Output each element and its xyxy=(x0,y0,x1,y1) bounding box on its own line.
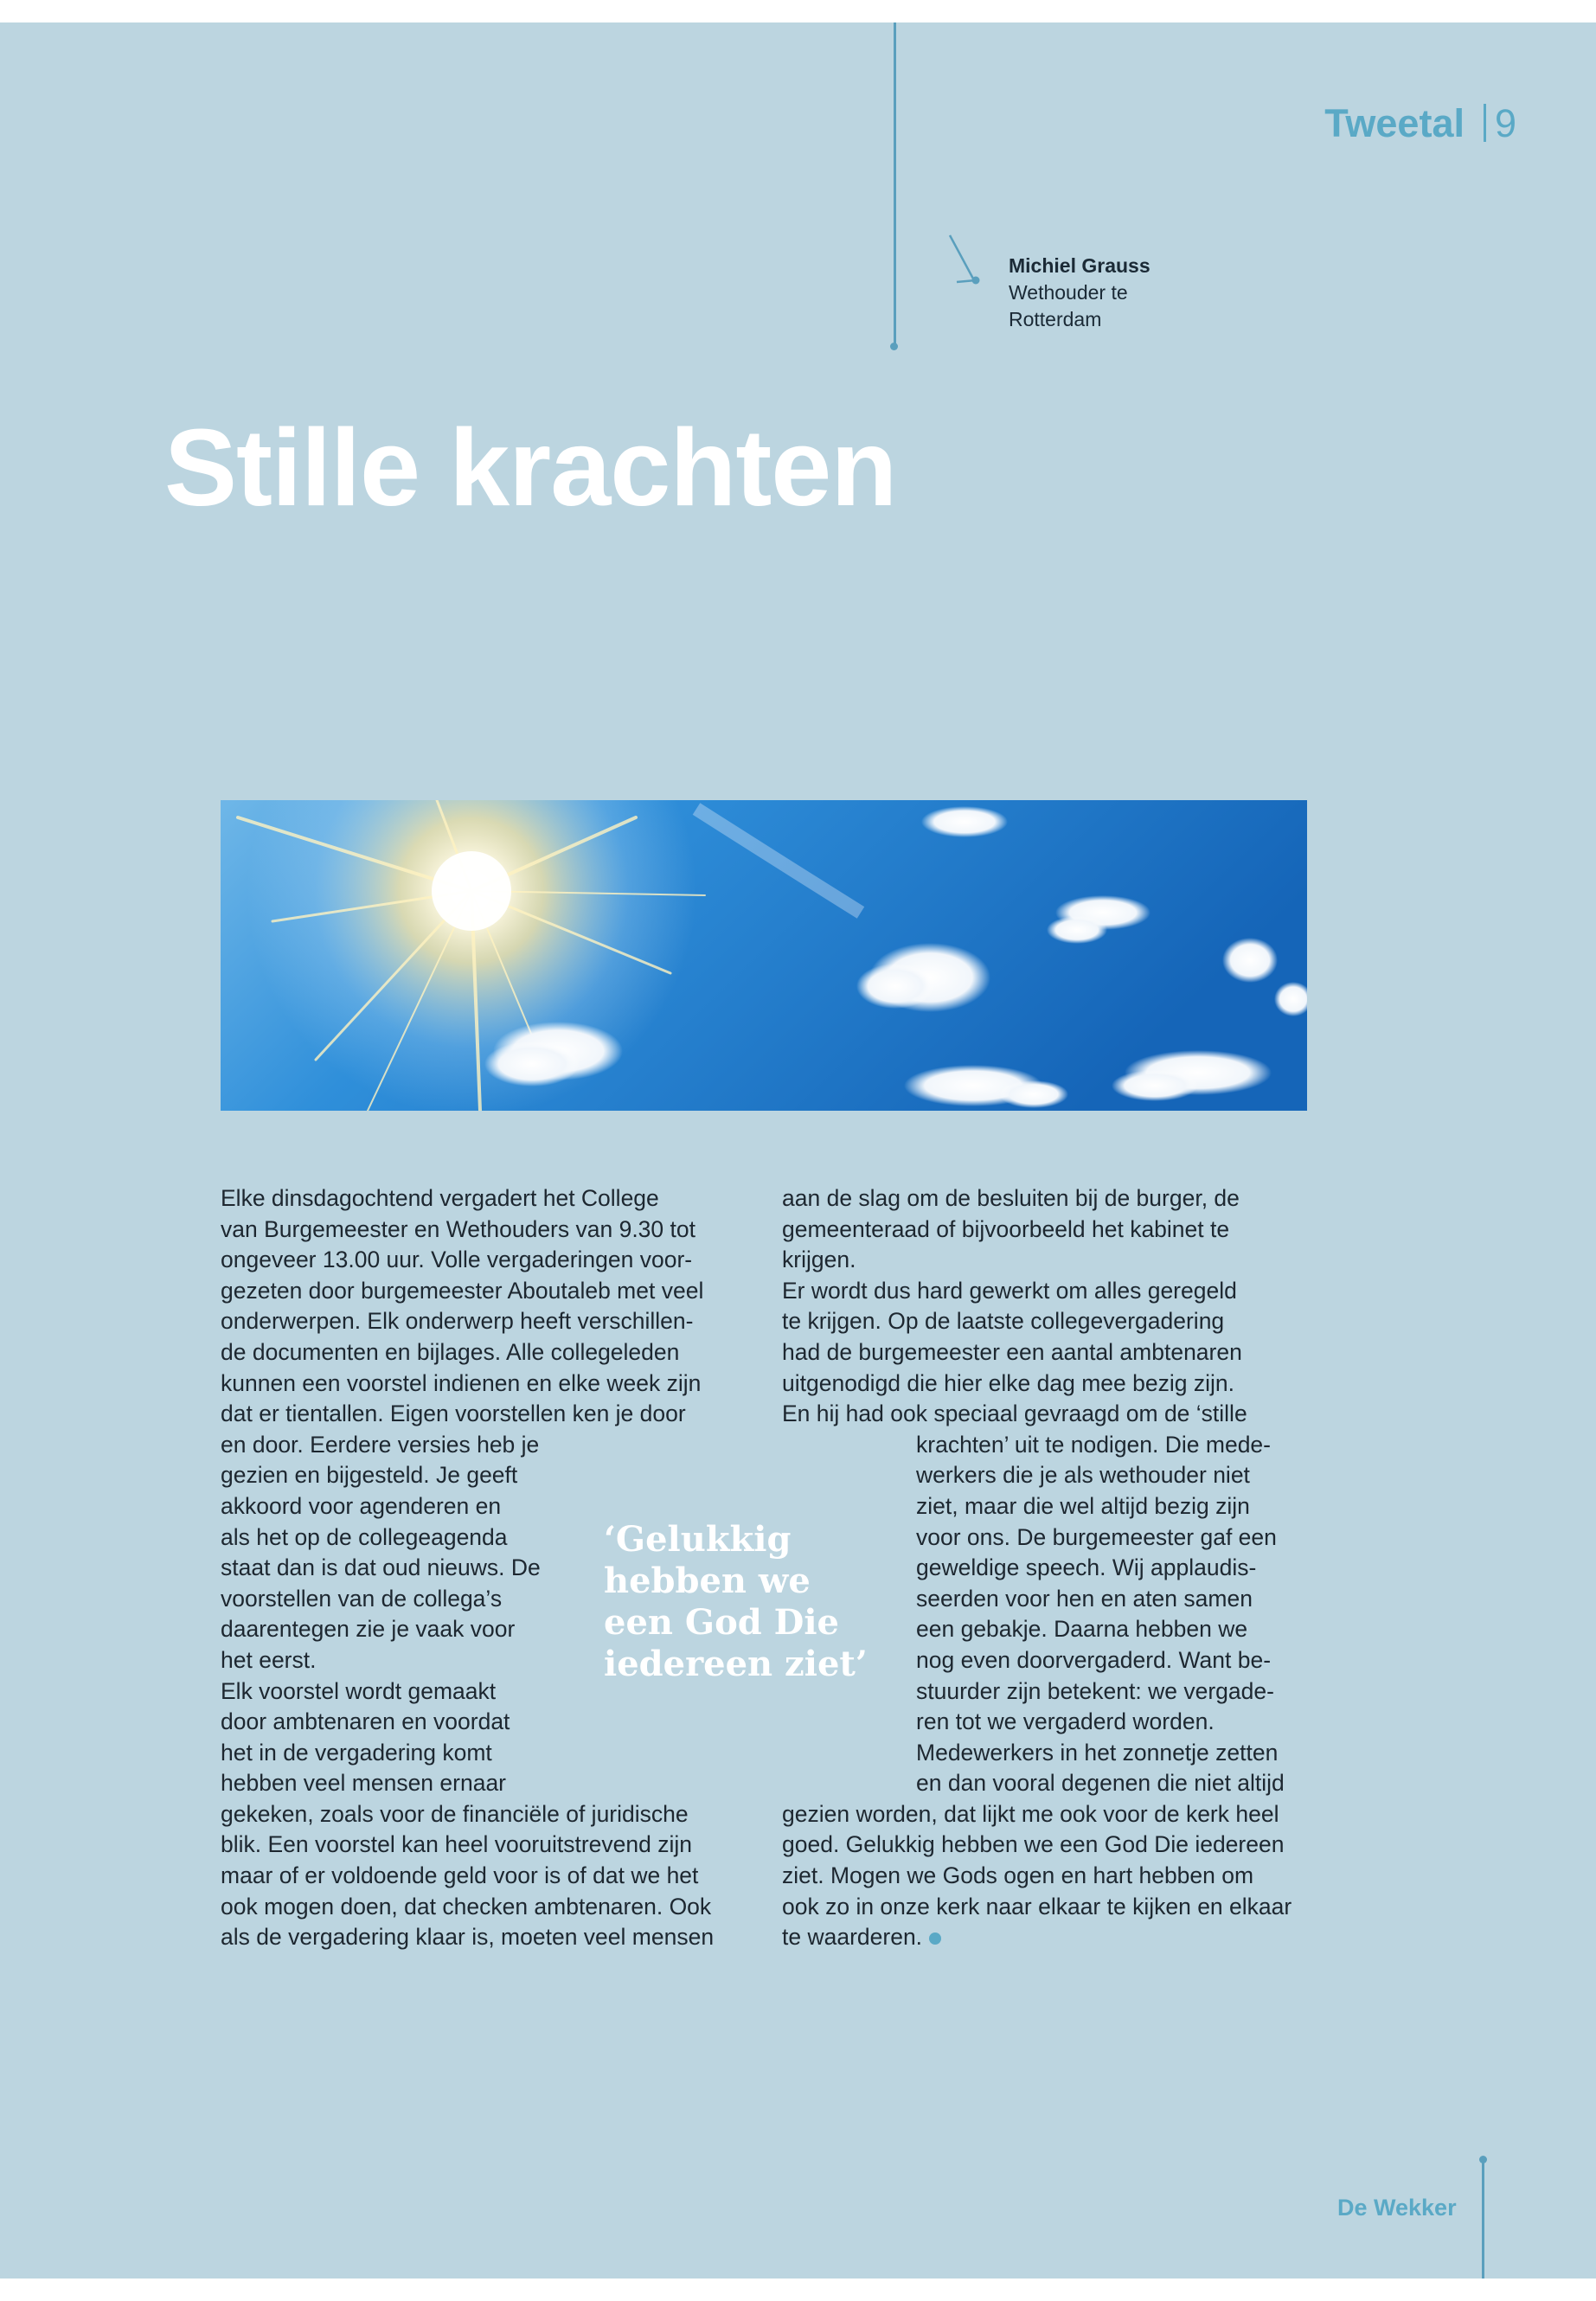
section-divider xyxy=(1484,104,1486,142)
text-line: gekeken, zoals voor de financiële of juridische xyxy=(221,1800,689,1827)
text-line: staat dan is dat oud nieuws. De xyxy=(221,1554,541,1581)
sun-sky-illustration xyxy=(221,800,1307,1111)
text-line: had de burgemeester een aantal ambtenaren xyxy=(782,1338,1242,1365)
text-line: het in de vergadering komt xyxy=(221,1739,492,1766)
article-title: Stille krachten xyxy=(164,407,897,529)
text-line: gezeten door burgemeester Aboutaleb met veel xyxy=(221,1277,704,1304)
text-line: krachten’ uit te nodigen. Die mede- xyxy=(916,1431,1271,1458)
text-line: uitgenodigd die hier elke dag mee bezig zijn. xyxy=(782,1369,1234,1396)
text-line: als de vergadering klaar is, moeten veel mensen xyxy=(221,1924,715,1951)
text-line: voorstellen van de collega’s xyxy=(221,1585,503,1612)
text-line: En hij had ook speciaal gevraagd om de ‘stille xyxy=(782,1400,1247,1427)
section-name: Tweetal xyxy=(1324,101,1465,145)
text-line-content: te waarderen. xyxy=(782,1924,923,1951)
text-line: goed. Gelukkig hebben we een God Die iedereen xyxy=(782,1831,1285,1858)
text-line: krijgen. xyxy=(782,1247,856,1273)
text-line: maar of er voldoende geld voor is of dat we het xyxy=(221,1862,699,1889)
text-line: ziet. Mogen we Gods ogen en hart hebben om xyxy=(782,1862,1254,1889)
text-line: een gebakje. Daarna hebben we xyxy=(916,1616,1248,1643)
text-line: ren tot we vergaderd worden. xyxy=(916,1708,1215,1735)
sky-photo xyxy=(221,800,1307,1111)
pull-quote-line: iedereen ziet’ xyxy=(604,1644,868,1684)
text-line: door ambtenaren en voordat xyxy=(221,1708,510,1735)
text-line: Medewerkers in het zonnetje zetten xyxy=(916,1739,1279,1766)
top-vertical-rule xyxy=(894,22,896,346)
text-line: te krijgen. Op de laatste collegevergadering xyxy=(782,1308,1225,1335)
section-header xyxy=(1324,99,1516,146)
top-rule-dot xyxy=(890,343,898,350)
pull-quote-line: ‘Gelukkig xyxy=(604,1519,792,1560)
author-role-line: Wethouder te xyxy=(1009,281,1128,304)
text-line: ongeveer 13.00 uur. Volle vergaderingen voor- xyxy=(221,1247,693,1273)
text-line: onderwerpen. Elk onderwerp heeft verschillen- xyxy=(221,1308,694,1335)
text-line: en door. Eerdere versies heb je xyxy=(221,1431,540,1458)
text-line: nog even doorvergaderd. Want be- xyxy=(916,1646,1272,1673)
text-line: het eerst. xyxy=(221,1646,317,1673)
publication-name: De Wekker xyxy=(1337,2195,1457,2221)
pull-quote-line: hebben we xyxy=(604,1561,811,1601)
text-line: ziet, maar die wel altijd bezig zijn xyxy=(916,1492,1250,1519)
author-name: Michiel Grauss xyxy=(1009,254,1151,277)
pointer-arrow-icon xyxy=(946,234,983,291)
body-column-2 xyxy=(782,1183,1292,1953)
text-line: kunnen een voorstel indienen en elke week zijn xyxy=(221,1369,702,1396)
text-line: ook zo in onze kerk naar elkaar te kijken en elkaar xyxy=(782,1893,1292,1920)
text-line: stuurder zijn betekent: we vergade- xyxy=(916,1677,1274,1704)
text-line: gezien worden, dat lijkt me ook voor de kerk heel xyxy=(782,1800,1279,1827)
text-line: en dan vooral degenen die niet altijd xyxy=(916,1770,1285,1797)
text-line: voor ons. De burgemeester gaf een xyxy=(916,1523,1277,1550)
text-line: Er wordt dus hard gewerkt om alles geregeld xyxy=(782,1277,1237,1304)
end-mark-icon xyxy=(929,1932,941,1945)
text-line: van Burgemeester en Wethouders van 9.30 tot xyxy=(221,1215,695,1242)
text-line: Elk voorstel wordt gemaakt xyxy=(221,1677,497,1704)
text-line: gezien en bijgesteld. Je geeft xyxy=(221,1462,518,1489)
text-line: blik. Een voorstel kan heel vooruitstrevend zijn xyxy=(221,1831,693,1858)
pull-quote-line: een God Die xyxy=(604,1602,839,1643)
author-role-line: Rotterdam xyxy=(1009,308,1102,330)
text-line: dat er tientallen. Eigen voorstellen ken je door xyxy=(221,1400,686,1427)
text-line: de documenten en bijlages. Alle collegeleden xyxy=(221,1338,680,1365)
last-text-line xyxy=(782,1922,1292,1953)
text-line: ook mogen doen, dat checken ambtenaren. Ook xyxy=(221,1893,712,1920)
text-line: Elke dinsdagochtend vergadert het College xyxy=(221,1185,659,1211)
text-line: akkoord voor agenderen en xyxy=(221,1492,502,1519)
text-line: geweldige speech. Wij applaudis- xyxy=(916,1554,1257,1581)
magazine-page xyxy=(0,22,1596,2279)
text-line: daarentegen zie je vaak voor xyxy=(221,1616,516,1643)
text-line: hebben veel mensen ernaar xyxy=(221,1770,507,1797)
page-number: 9 xyxy=(1494,101,1516,145)
text-line: werkers die je als wethouder niet xyxy=(916,1462,1250,1489)
author-byline xyxy=(1009,253,1151,333)
bottom-vertical-rule xyxy=(1482,2159,1484,2279)
text-line: aan de slag om de besluiten bij de burger, de xyxy=(782,1185,1240,1211)
text-line: seerden voor hen en aten samen xyxy=(916,1585,1253,1612)
text-line: als het op de collegeagenda xyxy=(221,1523,508,1550)
text-line: gemeenteraad of bijvoorbeeld het kabinet te xyxy=(782,1215,1230,1242)
